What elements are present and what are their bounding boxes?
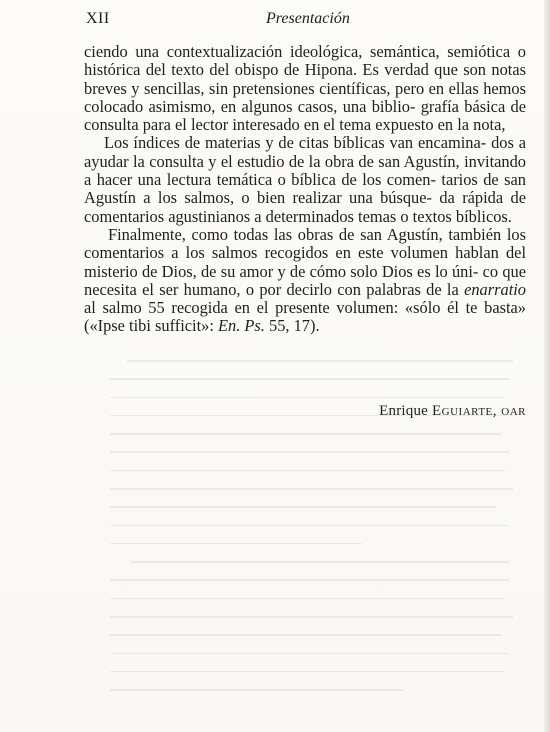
p1-line: notas breves y sencillas, sin pretensiones científicas, pero en [84, 60, 526, 98]
page-edge-shadow [544, 0, 550, 732]
p3-citation-abbrev: En. Ps. [218, 316, 265, 336]
p3-line: los comentarios a los salmos recogidos en este volumen hablan [84, 224, 527, 263]
author-signature [300, 403, 526, 420]
signature-surname: Eguiarte [431, 403, 493, 419]
signature-suffix: , oar [492, 403, 526, 419]
paragraph-2 [84, 134, 526, 225]
p2-line: da rápida de comentarios agustinianos a determinados temas [84, 188, 526, 226]
p3-line: del misterio de Dios, de su amor y de cómo solo Dios es lo úni- [84, 243, 526, 281]
p1-line: ellas hemos colocado asimismo, en algunos casos, una biblio- [84, 78, 526, 116]
p2-line: dos a ayudar la consulta y el estudio de la obra de san Agustín, [84, 133, 526, 171]
main-text [84, 43, 526, 336]
p3-line: 55, 17). [264, 316, 320, 336]
p3-italic-term: enarratio [464, 279, 526, 299]
p3-line: al salmo 55 recogida en el presente volumen: «sólo él [84, 298, 459, 318]
p2-line: Los índices de materias y de citas bíblicas van encamina- [104, 133, 487, 153]
page-number: XII [86, 10, 110, 27]
paragraph-3 [84, 226, 526, 336]
p3-line: co que necesita el ser humano, o por decirlo con palabras de la [84, 261, 526, 299]
p3-line: te basta» («Ipse tibi sufficit»: [84, 298, 526, 336]
paragraph-1 [84, 43, 526, 134]
page-header [86, 10, 526, 32]
p2-line: invitando a hacer una lectura temática o bíblica de los comen- [84, 151, 526, 190]
p1-line: grafía básica de consulta para el lector interesado en el tema [84, 96, 526, 135]
p2-line: tarios de san Agustín a los salmos, o bien realizar una búsque- [84, 170, 526, 208]
p1-line: o histórica del texto del obispo de Hipona. Es verdad que son [84, 42, 526, 80]
p1-line: ciendo una contextualización ideológica, semántica, semiótica [84, 42, 511, 61]
p2-line: o textos bíblicos. [400, 206, 512, 226]
running-title: Presentación [266, 10, 350, 27]
signature-first-name: Enrique [379, 403, 432, 419]
p1-line: expuesto en la nota, [375, 115, 506, 135]
p3-line: Finalmente, como todas las obras de san Agustín, también [108, 224, 502, 244]
